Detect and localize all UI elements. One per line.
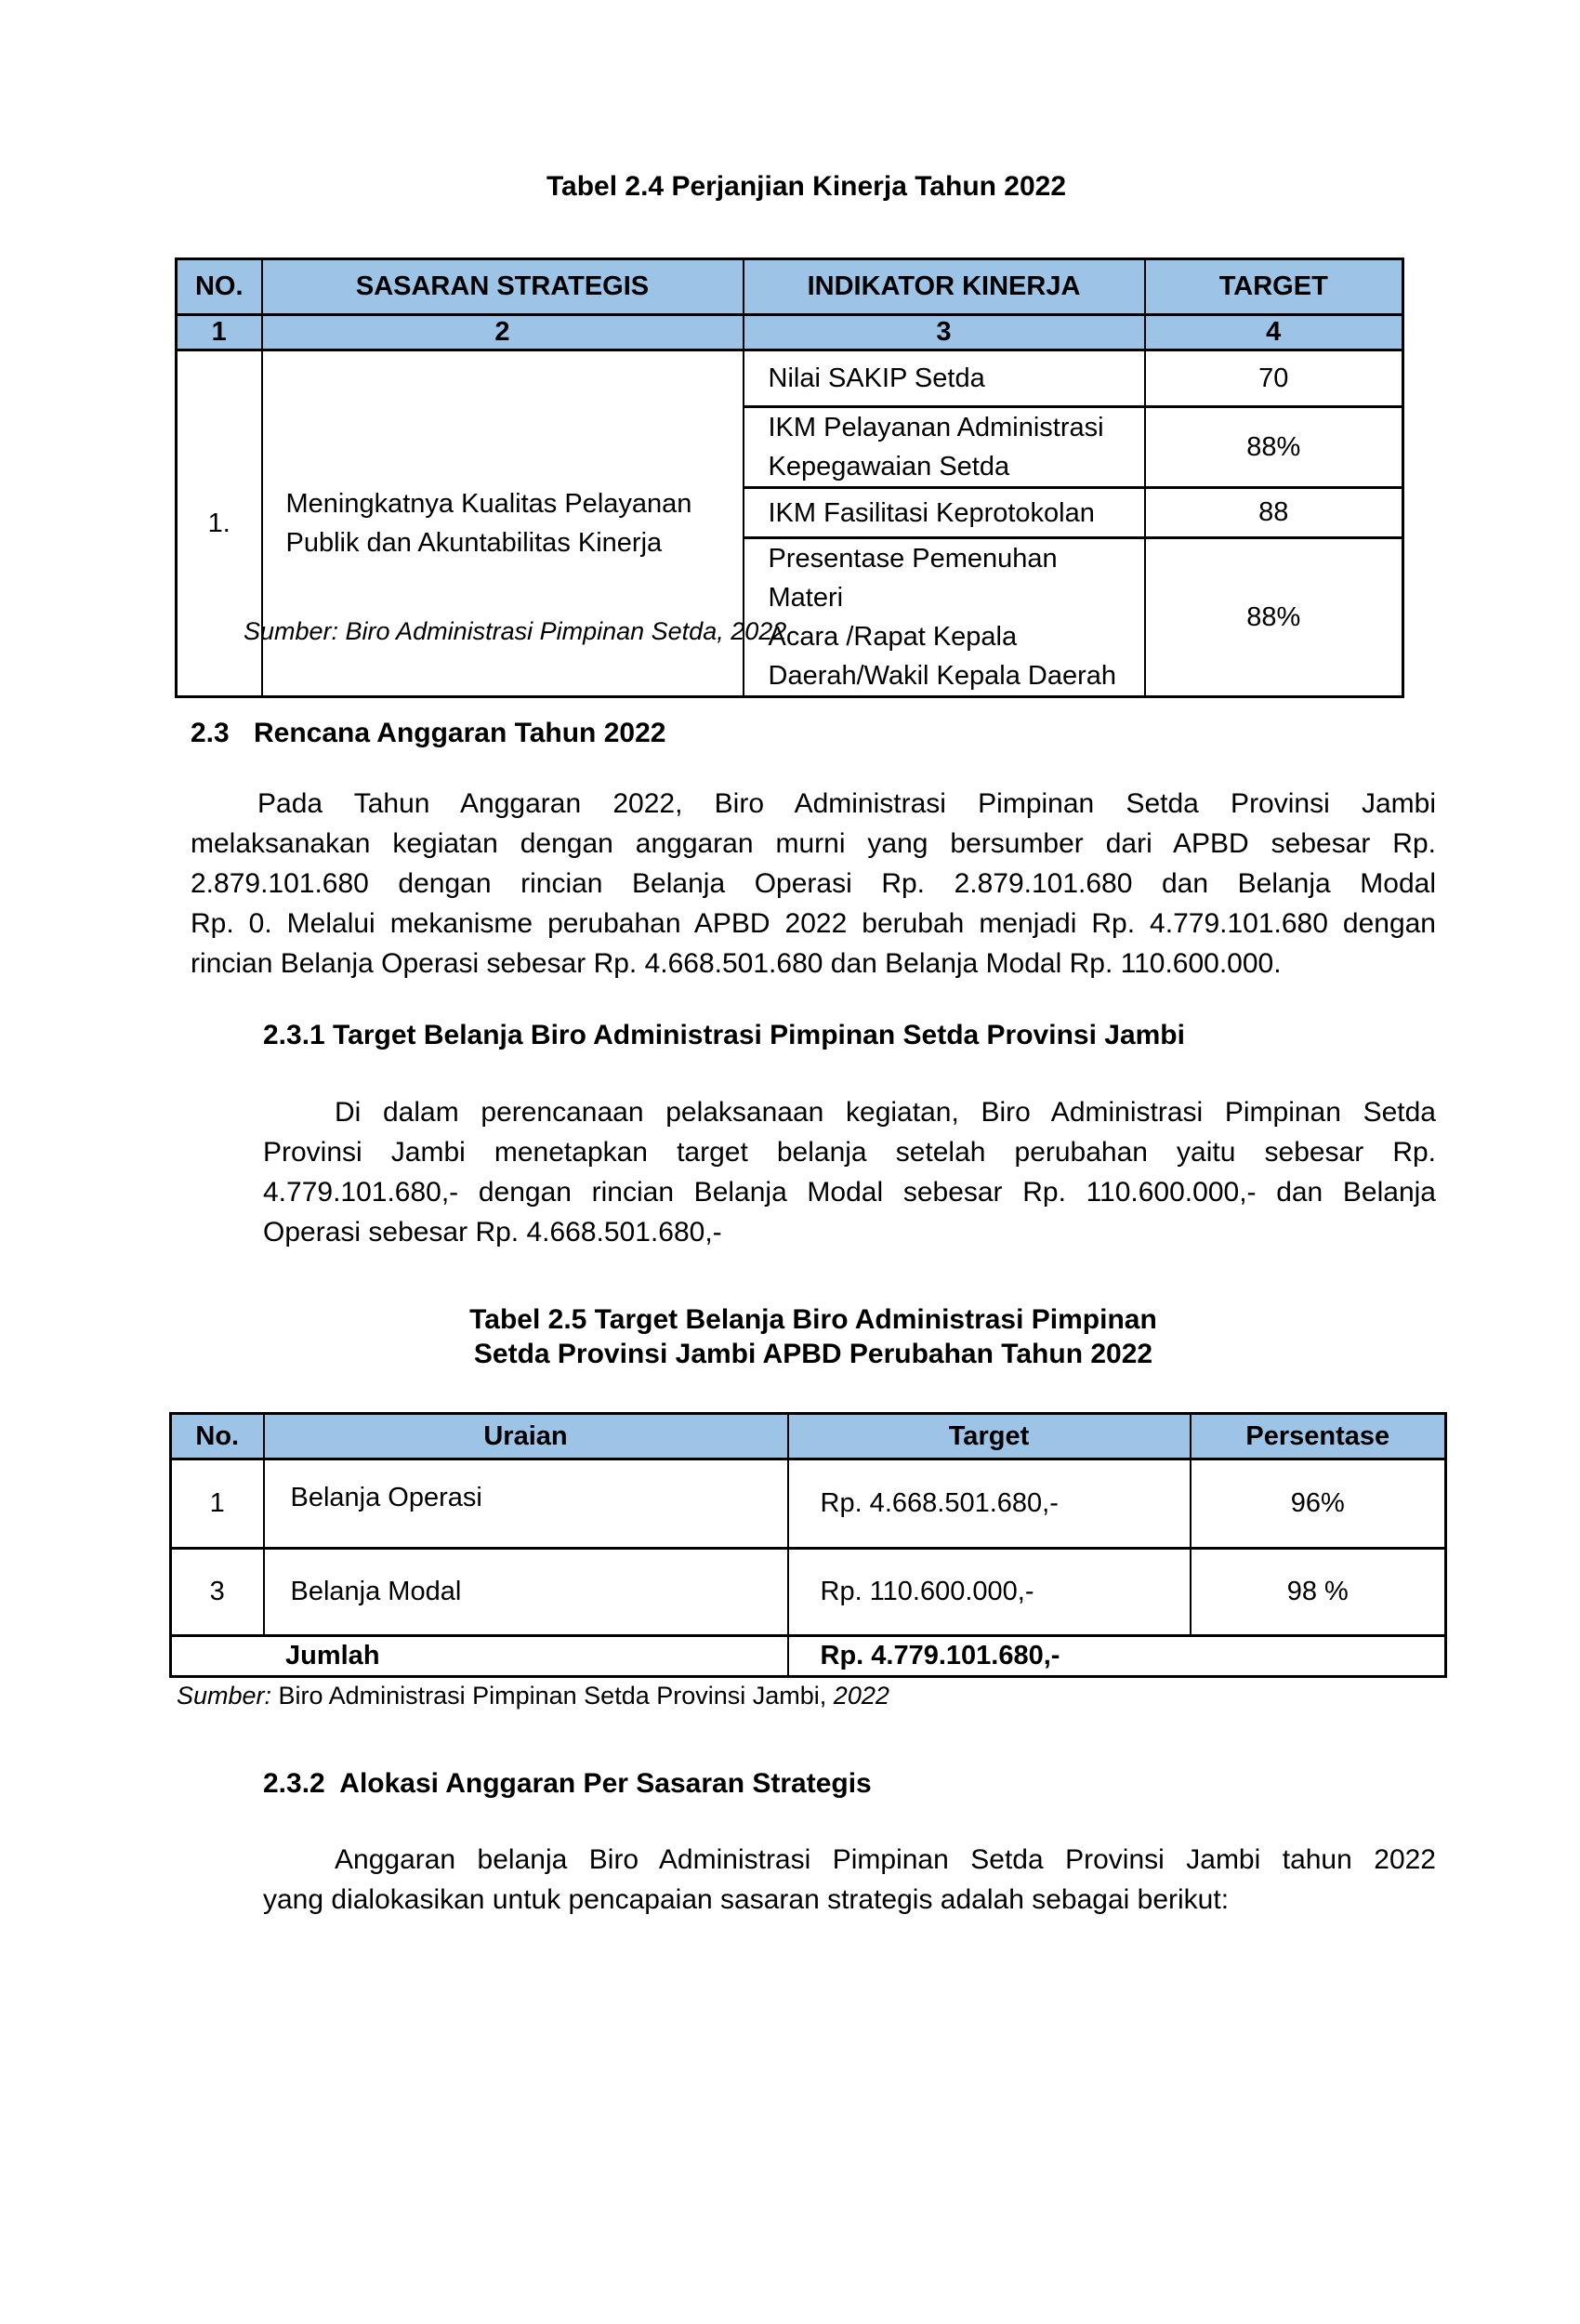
table24-title: Tabel 2.4 Perjanjian Kinerja Tahun 2022: [546, 171, 1067, 202]
paragraph-line: Di dalam perencanaan pelaksanaan kegiatan, Biro Administrasi Pimpinan Setda: [335, 1097, 1436, 1128]
table24-target-1: 70: [1145, 350, 1403, 407]
table-row: [171, 1549, 1446, 1636]
table25-header-uraian: Uraian: [264, 1414, 788, 1459]
table24-indicator-2: [744, 407, 1145, 488]
table25-title-line1: Tabel 2.5 Target Belanja Biro Administrasi Pimpinan: [469, 1304, 1157, 1335]
paragraph-line: yang dialokasikan untuk pencapaian sasaran strategis adalah sebagai berikut:: [263, 1884, 1230, 1915]
section-2-3-2-paragraph: [263, 1840, 1436, 1920]
table25-row2-no: 3: [171, 1549, 264, 1636]
section-number: 2.3: [191, 718, 230, 748]
source-prefix: Sumber:: [177, 1682, 272, 1710]
sasaran-line: Publik dan Akuntabilitas Kinerja: [285, 528, 663, 558]
indicator-line: IKM Fasilitasi Keprotokolan: [768, 497, 1095, 528]
table25-title: [191, 1302, 1436, 1371]
table24-colnum-4: 4: [1145, 315, 1403, 350]
indicator-line: Acara /Rapat Kepala: [768, 622, 1018, 652]
table24-header-indikator: INDIKATOR KINERJA: [744, 259, 1145, 315]
indicator-line: IKM Pelayanan Administrasi: [768, 413, 1104, 442]
table24-header-sasaran: SASARAN STRATEGIS: [262, 259, 744, 315]
section-2-3-2-heading: 2.3.2 Alokasi Anggaran Per Sasaran Strategis: [263, 1768, 872, 1799]
paragraph-line: 2.879.101.680 dengan rincian Belanja Operasi Rp. 2.879.101.680 dan Belanja Modal: [191, 868, 1436, 899]
paragraph-line: rincian Belanja Operasi sebesar Rp. 4.668.501.680 dan Belanja Modal Rp. 110.600.000.: [191, 948, 1282, 979]
table25-header-no: No.: [171, 1414, 264, 1459]
table24-colnum-3: 3: [744, 315, 1145, 350]
paragraph-line: Provinsi Jambi menetapkan target belanja setelah perubahan yaitu sebesar Rp.: [263, 1137, 1436, 1168]
table25-header-target: Target: [788, 1414, 1191, 1459]
table25-row1-persentase: 96%: [1191, 1459, 1446, 1549]
table24-row-no: 1.: [177, 350, 262, 697]
table24-header-no: NO.: [177, 259, 262, 315]
indicator-line: Daerah/Wakil Kepala Daerah: [768, 661, 1117, 691]
table24-target-3: 88: [1145, 488, 1403, 538]
table24-colnum-row: [177, 315, 1403, 350]
table25-header-row: [171, 1414, 1446, 1459]
table25-target-belanja: [169, 1412, 1447, 1678]
table24-indicator-1: [744, 350, 1145, 407]
source-body: Biro Administrasi Pimpinan Setda Provinsi Jambi,: [271, 1682, 834, 1710]
paragraph-line: Pada Tahun Anggaran 2022, Biro Administrasi Pimpinan Setda Provinsi Jambi: [257, 788, 1436, 819]
table25-source-note: [177, 1681, 889, 1710]
table24-colnum-2: 2: [262, 315, 744, 350]
table25-row2-uraian: Belanja Modal: [264, 1549, 788, 1636]
source-year: 2022: [833, 1682, 889, 1710]
indicator-line: Kepegawaian Setda: [768, 452, 1010, 482]
section-2-3-heading: [191, 717, 1436, 750]
table24-indicator-4: [744, 538, 1145, 697]
table25-row2-persentase: 98 %: [1191, 1549, 1446, 1636]
table25-row1-uraian: Belanja Operasi: [264, 1459, 788, 1549]
paragraph-line: melaksanakan kegiatan dengan anggaran murni yang bersumber dari APBD sebesar Rp.: [191, 828, 1436, 859]
section-2-3-1-paragraph: [263, 1092, 1436, 1252]
table-row: [177, 350, 1403, 407]
paragraph-line: Anggaran belanja Biro Administrasi Pimpinan Setda Provinsi Jambi tahun 2022: [335, 1844, 1436, 1875]
table24-header-row: [177, 259, 1403, 315]
table25-total-row: [171, 1636, 1446, 1677]
table24-target-2: 88%: [1145, 407, 1403, 488]
table25-row1-no: 1: [171, 1459, 264, 1549]
table24-indicator-3: [744, 488, 1145, 538]
table-row: [171, 1459, 1446, 1549]
table24-target-4: 88%: [1145, 538, 1403, 697]
sasaran-line: Meningkatnya Kualitas Pelayanan: [285, 489, 692, 519]
paragraph-line: Operasi sebesar Rp. 4.668.501.680,-: [263, 1217, 722, 1248]
table25-row1-target: Rp. 4.668.501.680,-: [788, 1459, 1191, 1549]
section-title: Rencana Anggaran Tahun 2022: [254, 718, 666, 748]
section-2-3-1-heading: 2.3.1 Target Belanja Biro Administrasi Pimpinan Setda Provinsi Jambi: [263, 1020, 1185, 1050]
table24-header-target: TARGET: [1145, 259, 1403, 315]
paragraph-line: Rp. 0. Melalui mekanisme perubahan APBD 2022 berubah menjadi Rp. 4.779.101.680 dengan: [191, 908, 1436, 939]
paragraph-line: 4.779.101.680,- dengan rincian Belanja Modal sebesar Rp. 110.600.000,- dan Belanja: [263, 1177, 1436, 1208]
table24-source-note: Sumber: Biro Administrasi Pimpinan Setda, 2022: [244, 617, 787, 645]
indicator-line: Presentase Pemenuhan Materi: [768, 544, 1058, 613]
table25-row2-target: Rp. 110.600.000,-: [788, 1549, 1191, 1636]
table25-total-label: Jumlah: [171, 1636, 788, 1677]
table25-title-line2: Setda Provinsi Jambi APBD Perubahan Tahun 2022: [473, 1339, 1153, 1369]
indicator-line: Nilai SAKIP Setda: [768, 363, 985, 393]
section-2-3-paragraph: [191, 784, 1436, 984]
table24-colnum-1: 1: [177, 315, 262, 350]
table25-header-persentase: Persentase: [1191, 1414, 1446, 1459]
table25-total-value: Rp. 4.779.101.680,-: [788, 1636, 1446, 1677]
